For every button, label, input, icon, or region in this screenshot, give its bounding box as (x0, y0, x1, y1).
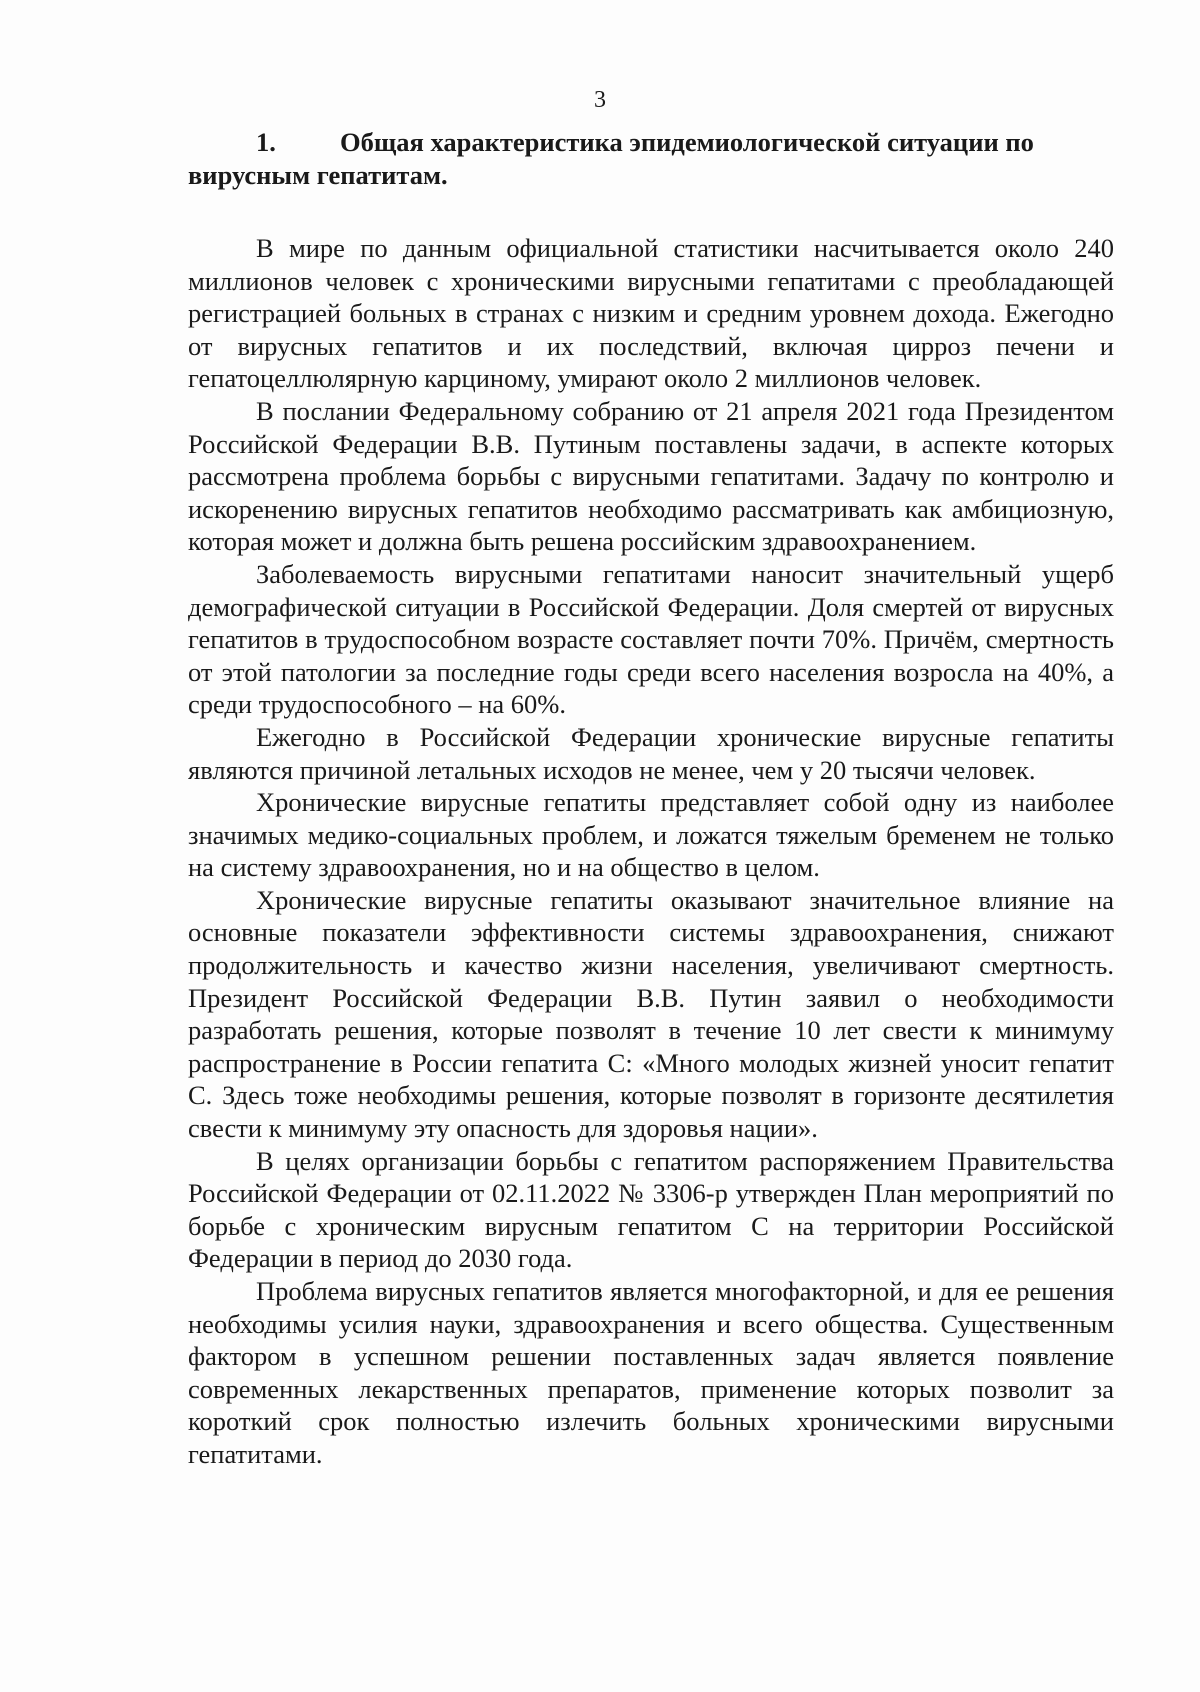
paragraph: В целях организации борьбы с гепатитом распоряжением Правительства Российской Федерации от 02.11.2022 № 3306-р утвержден План мероприятий по борьбе с хроническим вирусным гепатитом С на территории Российской Федерации в период до 2030 года. (188, 1145, 1114, 1274)
paragraph: Хронические вирусные гепатиты оказывают значительное влияние на основные показатели эффективности системы здравоохранения, снижают продолжительность и качество жизни населения, увеличивают смертность. Президент Российской Федерации В.В. Путин заявил о необходимости разработать решения, которые позволят в течение 10 лет свести к минимуму распространение в России гепатита С: «Много молодых жизней уносит гепатит С. Здесь тоже необходимы решения, которые позволят в горизонте десятилетия свести к минимуму эту опасность для здоровья нации». (188, 884, 1114, 1144)
section-title: Общая характеристика эпидемиологической ситуации по вирусным гепатитам. (188, 127, 1034, 190)
paragraph: Проблема вирусных гепатитов является многофакторной, и для ее решения необходимы усилия науки, здравоохранения и всего общества. Существенным фактором в успешном решении поставленных задач является появление современных лекарственных препаратов, применение которых позволит за короткий срок полностью излечить больных хроническими вирусными гепатитами. (188, 1276, 1114, 1469)
paragraph: Ежегодно в Российской Федерации хронические вирусные гепатиты являются причиной летальных исходов не менее, чем у 20 тысячи человек. (188, 721, 1114, 785)
page-number: 3 (594, 87, 606, 113)
paragraph: Хронические вирусные гепатиты представляет собой одну из наиболее значимых медико-социальных проблем, и ложатся тяжелым бременем не только на систему здравоохранения, но и на общество в целом. (188, 787, 1114, 883)
section-heading (188, 126, 1114, 192)
document-body (188, 126, 1114, 1471)
section-number: 1. (256, 127, 276, 157)
paragraph: В послании Федеральному собранию от 21 апреля 2021 года Президентом Российской Федерации В.В. Путиным поставлены задачи, в аспекте которых рассмотрена проблема борьбы с вирусными гепатитами. Задачу по контролю и искоренению вирусных гепатитов необходимо рассматривать как амбициозную, которая может и должна быть решена российским здравоохранением. (188, 395, 1114, 557)
paragraph: В мире по данным официальной статистики насчитывается около 240 миллионов человек с хроническими вирусными гепатитами с преобладающей регистрацией больных в странах с низким и средним уровнем дохода. Ежегодно от вирусных гепатитов и их последствий, включая цирроз печени и гепатоцеллюлярную карциному, умирают около 2 миллионов человек. (188, 233, 1114, 394)
paragraph: Заболеваемость вирусными гепатитами наносит значительный ущерб демографической ситуации в Российской Федерации. Доля смертей от вирусных гепатитов в трудоспособном возрасте составляет почти 70%. Причём, смертность от этой патологии за последние годы среди всего населения возросла на 40%, а среди трудоспособного – на 60%. (188, 558, 1114, 720)
